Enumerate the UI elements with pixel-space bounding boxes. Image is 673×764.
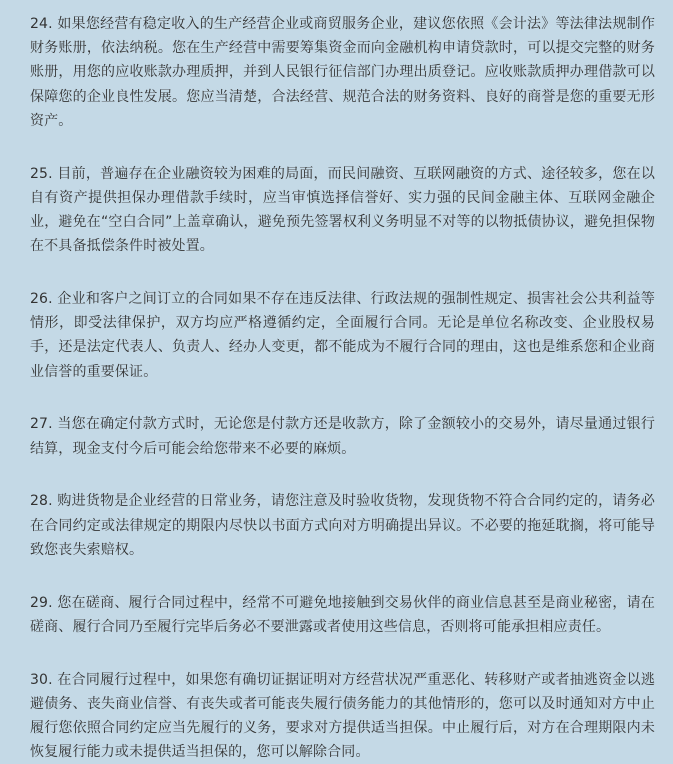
paragraph-25: 25. 目前，普遍存在企业融资较为困难的局面，而民间融资、互联网融资的方式、途径较多，您在以自有资产提供担保办理借款手续时，应当审慎选择信誉好、实力强的民间金融主体、互联网金融企业，避免在“空白合同”上盖章确认，避免预先签署权利义务明显不对等的以物抵债协议，避免担保物在不具备抵偿条件时被处置。	[30, 165, 655, 255]
paragraph-26: 26. 企业和客户之间订立的合同如果不存在违反法律、行政法规的强制性规定、损害社会公共利益等情形，即受法律保护，双方均应严格遵循约定，全面履行合同。无论是单位名称改变、企业股权易手，还是法定代表人、负责人、经办人变更，都不能成为不履行合同的理由，这也是维系您和企业商业信誉的重要保证。	[30, 291, 655, 380]
paragraph-30: 30. 在合同履行过程中，如果您有确切证据证明对方经营状况严重恶化、转移财产或者抽逃资金以逃避债务、丧失商业信誉、有丧失或者可能丧失履行债务能力的其他情形的，您可以及时通知对方中止履行您依照合同约定应当先履行的义务，要求对方提供适当担保。中止履行后，对方在合理期限内未恢复履行能力或未提供适当担保的，您可以解除合同。	[30, 671, 655, 761]
paragraph-28: 28. 购进货物是企业经营的日常业务，请您注意及时验收货物，发现货物不符合合同约定的，请务必在合同约定或法律规定的期限内尽快以书面方式向对方明确提出异议。不必要的拖延耽搁，将可能导致您丧失索赔权。	[30, 493, 655, 558]
paragraph-27: 27. 当您在确定付款方式时，无论您是付款方还是收款方，除了金额较小的交易外，请尽量通过银行结算，现金支付今后可能会给您带来不必要的麻烦。	[30, 416, 655, 457]
paragraph-29: 29. 您在磋商、履行合同过程中，经常不可避免地接触到交易伙伴的商业信息甚至是商业秘密，请在磋商、履行合同乃至履行完毕后务必不要泄露或者使用这些信息，否则将可能承担相应责任。	[30, 594, 655, 635]
paragraph-24: 24. 如果您经营有稳定收入的生产经营企业或商贸服务企业，建议您依照《会计法》等法律法规制作财务账册，依法纳税。您在生产经营中需要筹集资金而向金融机构申请贷款时，可以提交完整的财务账册，用您的应收账款办理质押，并到人民银行征信部门办理出质登记。应收账款质押办理借款可以保障您的企业良性发展。您应当清楚，合法经营、规范合法的财务资料、良好的商誉是您的重要无形资产。	[30, 16, 655, 129]
